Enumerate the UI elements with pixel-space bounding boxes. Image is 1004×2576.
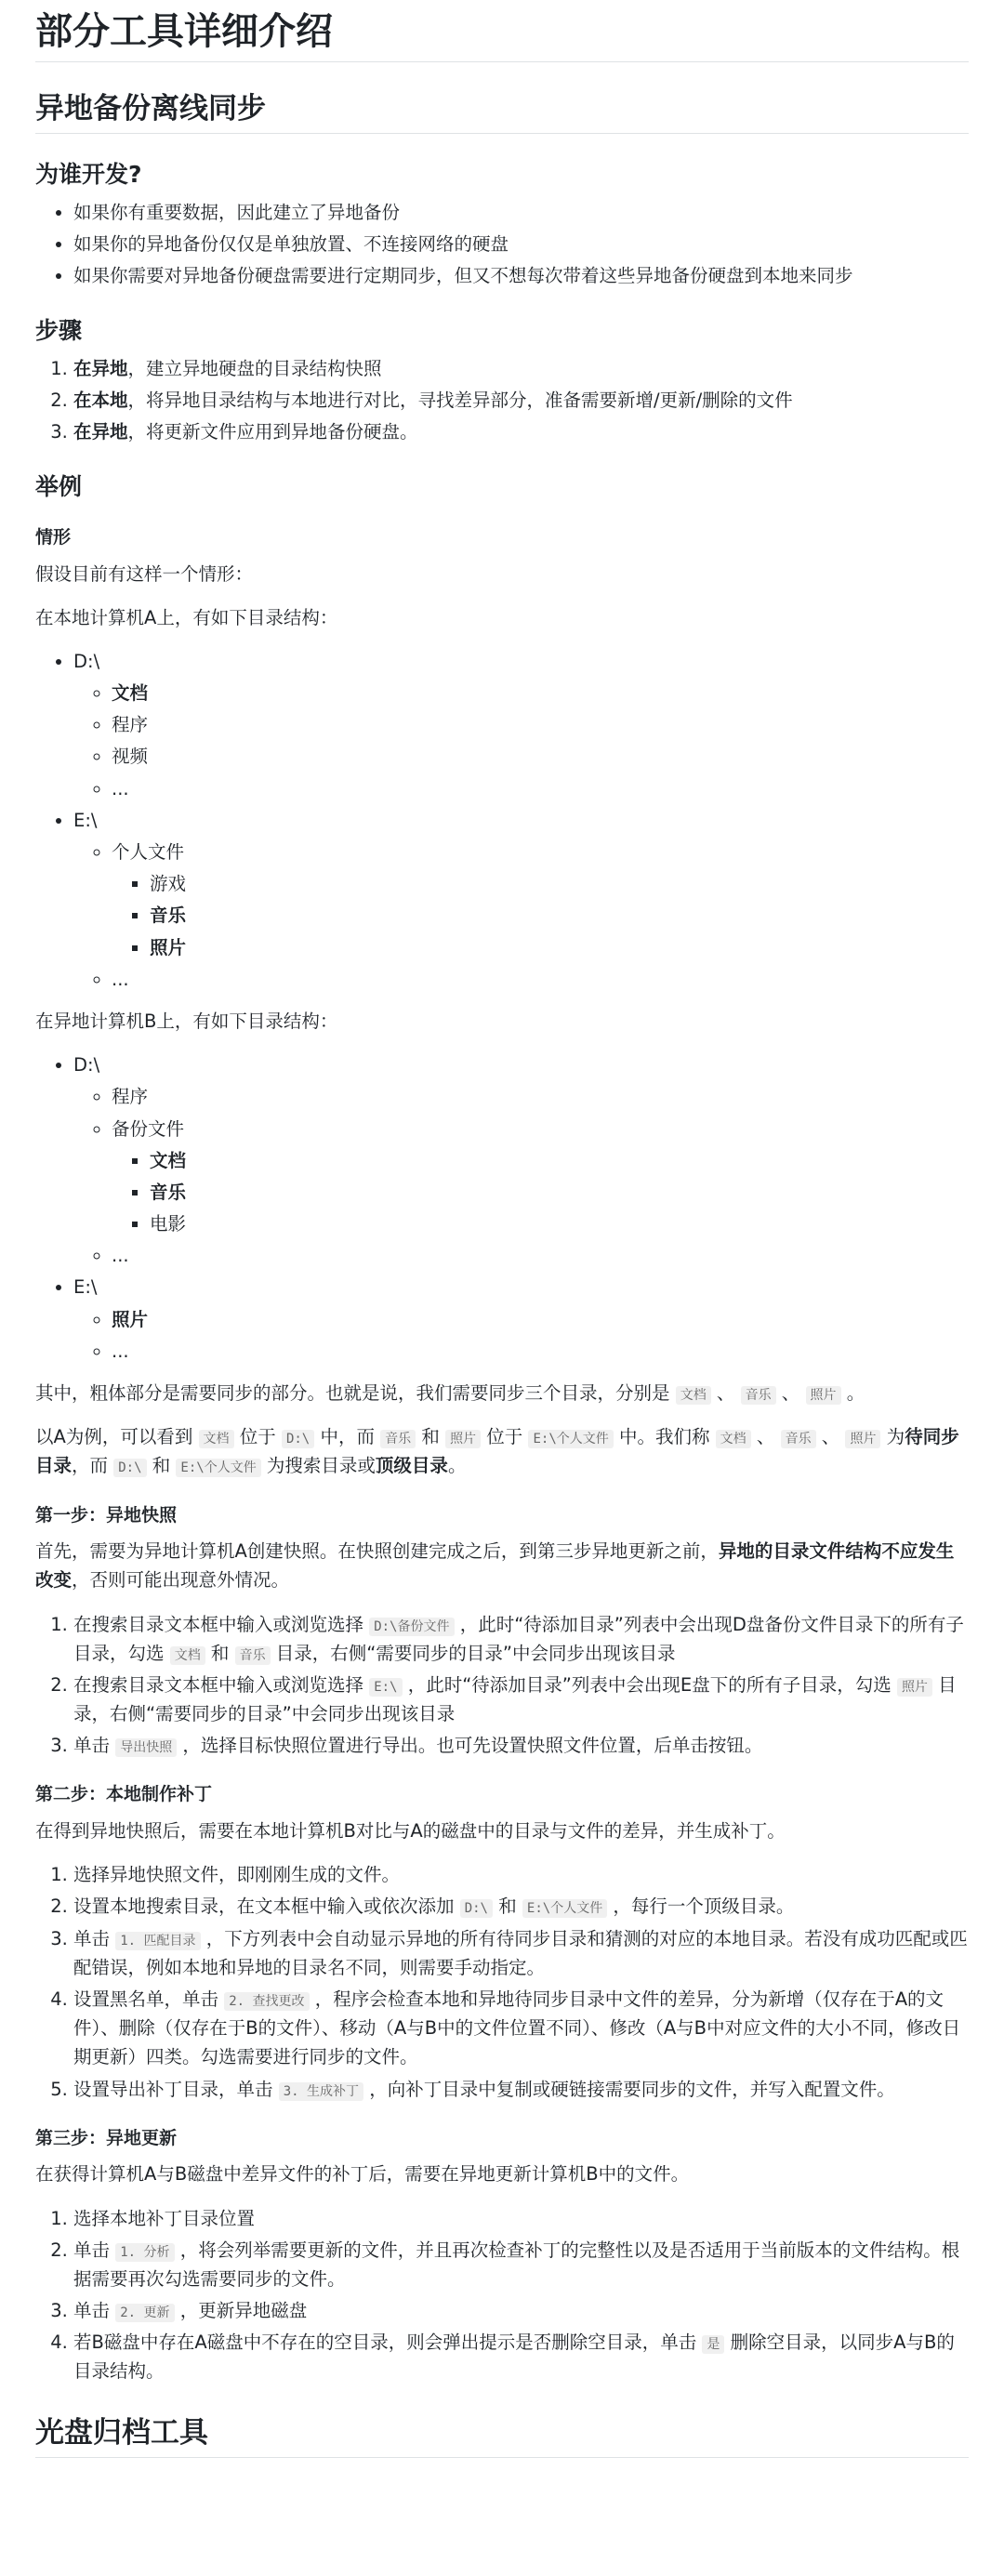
step2-list bbox=[35, 1860, 969, 2104]
tree-node bbox=[150, 1209, 969, 1238]
bold-text: 在异地 bbox=[73, 421, 128, 443]
node-label: D:\ bbox=[73, 650, 100, 672]
node-label: 文档 bbox=[112, 682, 149, 705]
tree-node bbox=[150, 901, 969, 930]
text: ，而 bbox=[72, 1455, 114, 1477]
node-label: 程序 bbox=[112, 714, 149, 736]
text: 和 bbox=[205, 1642, 235, 1664]
inline-code: 照片 bbox=[445, 1430, 481, 1448]
bold-text: 待同步目录 bbox=[35, 1426, 959, 1477]
inline-code: E:\ bbox=[369, 1678, 402, 1697]
node-label: E:\ bbox=[73, 809, 98, 831]
bold-text: 在异地 bbox=[73, 357, 128, 379]
inline-code: 1. 匹配目录 bbox=[115, 1932, 200, 1950]
list-item: • 如果你有重要数据，因此建立了异地备份 bbox=[73, 198, 969, 227]
section-offsite-sync bbox=[35, 90, 969, 2386]
list-item bbox=[73, 1731, 969, 1760]
text: 设置导出补丁目录，单击 bbox=[73, 2078, 279, 2100]
node-label: 备份文件 bbox=[112, 1117, 185, 1140]
list-item bbox=[73, 2236, 969, 2293]
inline-code: 文档 bbox=[170, 1646, 205, 1665]
tree-node bbox=[112, 965, 969, 994]
text: 中。我们称 bbox=[613, 1426, 716, 1448]
inline-code: 照片 bbox=[897, 1678, 932, 1697]
list-item bbox=[73, 2328, 969, 2385]
tree-node bbox=[73, 1273, 969, 1366]
tree-node bbox=[112, 1082, 969, 1111]
node-label: ... bbox=[112, 1245, 129, 1267]
inline-code: 照片 bbox=[845, 1430, 880, 1448]
paragraph: 在异地计算机B上，有如下目录结构： bbox=[35, 1010, 338, 1032]
node-label: ... bbox=[112, 1340, 129, 1362]
list-item bbox=[73, 2075, 969, 2104]
node-label: 程序 bbox=[112, 1086, 149, 1108]
text: 位于 bbox=[233, 1426, 282, 1448]
inline-code: 文档 bbox=[716, 1430, 751, 1448]
node-label: 音乐 bbox=[150, 905, 187, 927]
inline-code: E:\个人文件 bbox=[522, 1899, 607, 1918]
text: 设置本地搜索目录，在文本框中输入或依次添加 bbox=[73, 1896, 460, 1918]
who-list bbox=[35, 198, 969, 291]
node-label: D:\ bbox=[73, 1054, 100, 1077]
text: ，向补丁目录中复制或硬链接需要同步的文件，并写入配置文件。 bbox=[363, 2078, 895, 2100]
text: 单击 bbox=[73, 1927, 116, 1949]
inline-code: 文档 bbox=[199, 1430, 234, 1448]
node-label: E:\ bbox=[73, 1276, 98, 1299]
node-label: 个人文件 bbox=[112, 841, 185, 864]
node-label: 游戏 bbox=[150, 873, 187, 895]
tree-node bbox=[112, 1337, 969, 1366]
text: 。 bbox=[840, 1382, 865, 1405]
node-label: 电影 bbox=[150, 1213, 187, 1235]
node-label: ... bbox=[112, 968, 129, 990]
text: 、 bbox=[750, 1426, 781, 1448]
tree-node bbox=[73, 1050, 969, 1270]
tree-computer-a bbox=[35, 647, 969, 994]
who-heading: 为谁开发? bbox=[35, 161, 142, 189]
tree-node bbox=[112, 679, 969, 707]
list-item: • 如果你的异地备份仅仅是单独放置、不连接网络的硬盘 bbox=[73, 230, 969, 258]
text: ，此时“待添加目录”列表中会出现D盘备份文件目录下的所有子目录，勾选 bbox=[73, 1613, 964, 1664]
step1-list bbox=[35, 1610, 969, 1761]
inline-code: 文档 bbox=[676, 1386, 711, 1405]
text: 和 bbox=[146, 1455, 177, 1477]
text: 和 bbox=[416, 1426, 446, 1448]
page-title: 部分工具详细介绍 bbox=[35, 0, 969, 62]
text: 、 bbox=[710, 1382, 741, 1405]
inline-code: D:\ bbox=[282, 1430, 314, 1448]
inline-code: 1. 分析 bbox=[115, 2243, 174, 2262]
text: 删除空目录，以同步A与B的目录结构。 bbox=[73, 2332, 955, 2383]
inline-code: D:\ bbox=[460, 1899, 493, 1918]
list-item bbox=[73, 417, 969, 446]
paragraph: 在得到异地快照后，需要在本地计算机B对比与A的磁盘中的目录与文件的差异，并生成补丁。 bbox=[35, 1820, 786, 1843]
tree-node bbox=[150, 1178, 969, 1207]
list-item bbox=[73, 386, 969, 415]
paragraph: 在本地计算机A上，有如下目录结构： bbox=[35, 606, 338, 628]
text: ，将更新文件应用到异地备份硬盘。 bbox=[127, 421, 418, 443]
inline-code: 音乐 bbox=[781, 1430, 816, 1448]
text: ，此时“待添加目录”列表中会出现E盘下的所有子目录，勾选 bbox=[402, 1673, 897, 1696]
inline-code: 3. 生成补丁 bbox=[279, 2082, 363, 2101]
text: 其中，粗体部分是需要同步的部分。也就是说，我们需要同步三个目录，分别是 bbox=[35, 1382, 676, 1405]
tree-computer-b bbox=[35, 1050, 969, 1366]
inline-code: 2. 更新 bbox=[115, 2304, 174, 2322]
tree-node bbox=[112, 742, 969, 771]
node-label: ... bbox=[112, 777, 129, 799]
steps-heading: 步骤 bbox=[35, 317, 83, 345]
inline-code: 是 bbox=[702, 2335, 724, 2354]
text: 若B磁盘中存在A磁盘中不存在的空目录，则会弹出提示是否删除空目录，单击 bbox=[73, 2332, 703, 2354]
text: 和 bbox=[493, 1896, 522, 1918]
tree-node bbox=[112, 710, 969, 739]
bold-text: 在本地 bbox=[73, 390, 128, 412]
tree-node bbox=[112, 774, 969, 803]
tree-node bbox=[73, 806, 969, 994]
text: 为搜索目录或 bbox=[260, 1455, 376, 1477]
text: 设置黑名单，单击 bbox=[73, 1988, 225, 2011]
tree-node bbox=[112, 1305, 969, 1334]
text: ，选择目标快照位置进行导出。也可先设置快照文件位置，后单击按钮。 bbox=[177, 1735, 763, 1757]
step2-heading: 第二步：本地制作补丁 bbox=[35, 1784, 213, 1805]
step1-heading: 第一步：异地快照 bbox=[35, 1504, 178, 1526]
tree-node bbox=[150, 869, 969, 898]
node-label: 视频 bbox=[112, 746, 149, 768]
list-item bbox=[73, 1985, 969, 2072]
node-label: 照片 bbox=[150, 936, 187, 958]
text: 中，而 bbox=[314, 1426, 381, 1448]
list-item bbox=[73, 1892, 969, 1921]
tree-node bbox=[150, 1146, 969, 1175]
example-heading: 举例 bbox=[35, 473, 83, 501]
text: ，程序会检查本地和异地待同步目录中文件的差异，分为新增（仅存在于A的文件）、删除（仅存在于B的文件）、移动（A与B中的文件位置不同）、修改（A与B中对应文件的大小不同，修改日期更新）四类。勾选需要进行同步的文件。 bbox=[73, 1988, 961, 2068]
text: ，否则可能出现意外情况。 bbox=[72, 1569, 290, 1592]
text: ，下方列表中会自动显示异地的所有待同步目录和猜测的对应的本地目录。若没有成功匹配或匹配错误，例如本地和异地的目录名不同，则需要手动指定。 bbox=[73, 1927, 968, 1978]
list-item: 1. 选择本地补丁目录位置 bbox=[73, 2204, 969, 2233]
text: 目录，右侧“需要同步的目录”中会同步出现该目录 bbox=[73, 1673, 957, 1725]
section-title: 光盘归档工具 bbox=[35, 2414, 969, 2458]
list-item: • 如果你需要对异地备份硬盘需要进行定期同步，但又不想每次带着这些异地备份硬盘到本地来同步 bbox=[73, 261, 969, 290]
text: ，将会列举需要更新的文件，并且再次检查补丁的完整性以及是否适用于当前版本的文件结构。根据需要再次勾选需要同步的文件。 bbox=[73, 2239, 960, 2290]
inline-code: D:\ bbox=[113, 1459, 146, 1477]
text: ，更新异地磁盘 bbox=[174, 2300, 308, 2322]
tree-node bbox=[150, 933, 969, 962]
paragraph bbox=[35, 1422, 969, 1480]
inline-code: 音乐 bbox=[235, 1646, 271, 1665]
text: 、 bbox=[815, 1426, 846, 1448]
inline-code: 音乐 bbox=[741, 1386, 776, 1405]
list-item bbox=[73, 1924, 969, 1982]
paragraph: 在获得计算机A与B磁盘中差异文件的补丁后，需要在异地更新计算机B中的文件。 bbox=[35, 2163, 690, 2186]
bold-text: 顶级目录 bbox=[375, 1455, 448, 1477]
list-item bbox=[73, 1671, 969, 1728]
text: 位于 bbox=[481, 1426, 529, 1448]
inline-code: E:\个人文件 bbox=[528, 1430, 613, 1448]
text: ，每行一个顶级目录。 bbox=[607, 1896, 795, 1918]
inline-code: 导出快照 bbox=[115, 1738, 177, 1757]
list-item bbox=[73, 2296, 969, 2325]
node-label: 文档 bbox=[150, 1149, 187, 1171]
text: 。 bbox=[447, 1455, 467, 1477]
node-label: 音乐 bbox=[150, 1181, 187, 1203]
node-label: 照片 bbox=[112, 1308, 149, 1330]
bold-text: 异地的目录文件结构不应发生改变 bbox=[35, 1540, 955, 1592]
steps-list bbox=[35, 354, 969, 447]
section-title: 异地备份离线同步 bbox=[35, 90, 969, 134]
text: 首先，需要为异地计算机A创建快照。在快照创建完成之后，到第三步异地更新之前， bbox=[35, 1540, 719, 1563]
tree-node bbox=[73, 647, 969, 803]
text: 、 bbox=[775, 1382, 806, 1405]
tree-node bbox=[112, 1115, 969, 1239]
inline-code: D:\备份文件 bbox=[369, 1618, 454, 1636]
step3-list bbox=[35, 2204, 969, 2386]
list-item bbox=[73, 354, 969, 383]
text: ，建立异地硬盘的目录结构快照 bbox=[127, 357, 382, 379]
text: 在搜索目录文本框中输入或浏览选择 bbox=[73, 1613, 370, 1635]
text: ，将异地目录结构与本地进行对比，寻找差异部分，准备需要新增/更新/删除的文件 bbox=[127, 390, 793, 412]
list-item: 1. 选择异地快照文件，即刚刚生成的文件。 bbox=[73, 1860, 969, 1889]
text: 目录，右侧“需要同步的目录”中会同步出现该目录 bbox=[270, 1642, 676, 1664]
text: 在搜索目录文本框中输入或浏览选择 bbox=[73, 1673, 370, 1696]
text: 单击 bbox=[73, 1735, 116, 1757]
text: 以A为例，可以看到 bbox=[35, 1426, 199, 1448]
inline-code: 照片 bbox=[806, 1386, 841, 1405]
text: 单击 bbox=[73, 2239, 116, 2261]
tree-node bbox=[112, 838, 969, 962]
step3-heading: 第三步：异地更新 bbox=[35, 2127, 178, 2148]
paragraph bbox=[35, 1379, 969, 1407]
tree-node bbox=[112, 1241, 969, 1270]
paragraph: 假设目前有这样一个情形： bbox=[35, 562, 254, 585]
inline-code: 2. 查找更改 bbox=[224, 1992, 309, 2011]
text: 单击 bbox=[73, 2300, 116, 2322]
list-item bbox=[73, 1610, 969, 1668]
situation-heading: 情形 bbox=[35, 526, 72, 548]
paragraph bbox=[35, 1537, 969, 1594]
text: 为 bbox=[880, 1426, 905, 1448]
inline-code: 音乐 bbox=[380, 1430, 416, 1448]
inline-code: E:\个人文件 bbox=[176, 1459, 260, 1477]
